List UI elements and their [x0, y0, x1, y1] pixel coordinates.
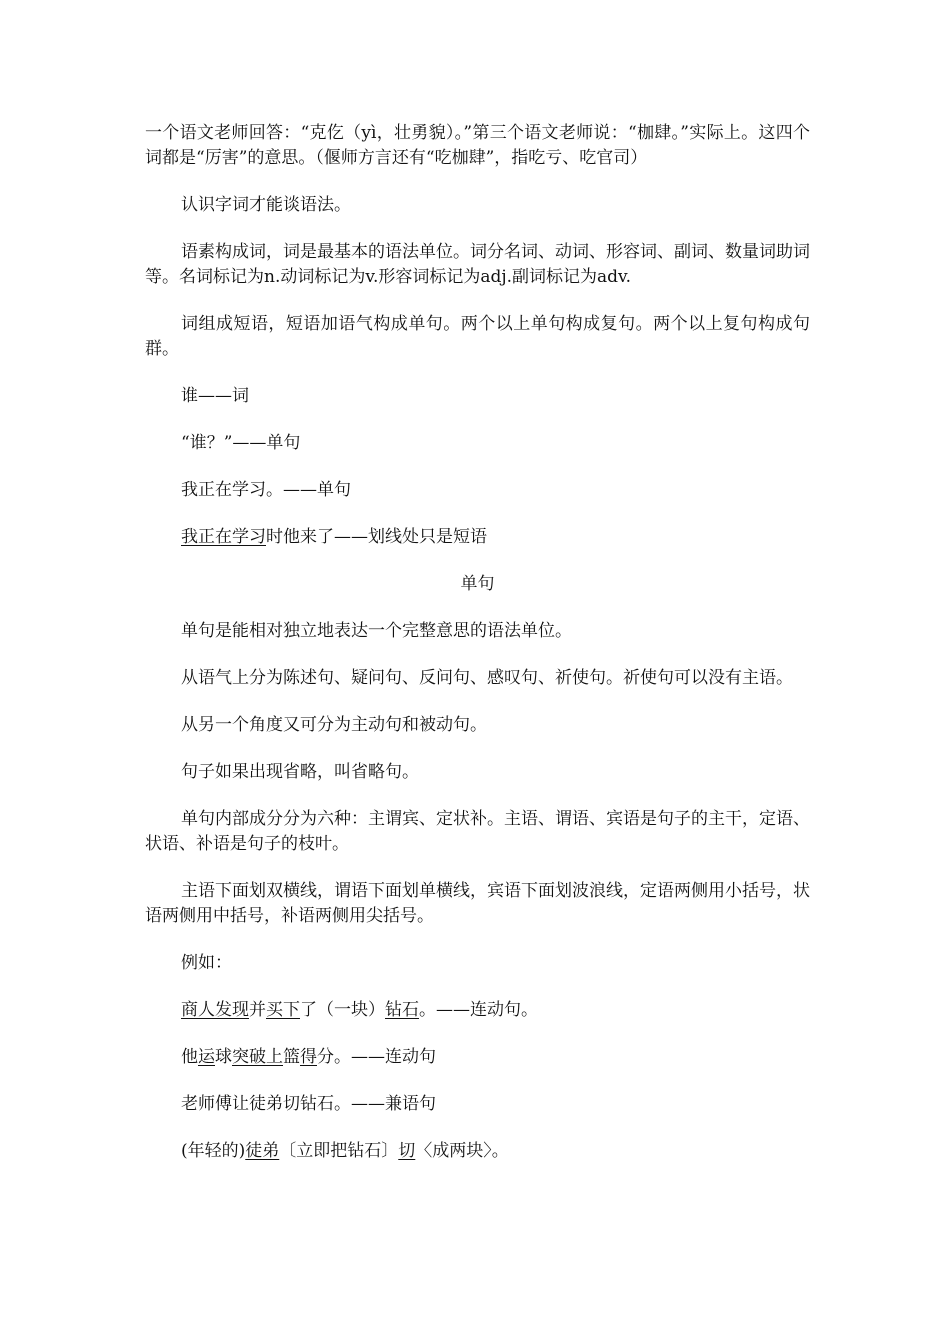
- phrase-note: 时他来了——划线处只是短语: [266, 527, 487, 547]
- paragraph-elliptical: 句子如果出现省略，叫省略句。: [181, 762, 419, 782]
- example-serial-verb-basketball: [145, 1045, 810, 1070]
- text-and: 并: [249, 1000, 266, 1020]
- example-pivotal-sentence: 老师傅让徒弟切钻石。——兼语句: [181, 1094, 436, 1114]
- object-diamond: 钻石: [385, 1000, 419, 1020]
- document-body: [145, 121, 810, 1186]
- attributive-young: (年轻的): [181, 1141, 246, 1161]
- paragraph-phrase-to-sentence: 词组成短语，短语加语气构成单句。两个以上单句构成复句。两个以上复句构成句群。: [145, 314, 810, 359]
- paragraph-for-example: 例如：: [181, 953, 232, 973]
- example-component-marking: [145, 1139, 810, 1164]
- object-ball: 球: [215, 1047, 232, 1067]
- predicate-buy: 买下: [266, 1000, 300, 1020]
- paragraph-six-components: 单句内部成分分为六种：主谓宾、定状补。主语、谓语、宾语是句子的主干，定语、状语、补语是句子的枝叶。: [145, 809, 810, 854]
- example-word: 谁——词: [181, 386, 249, 406]
- paragraph-words-first: 认识字词才能谈语法。: [181, 195, 351, 215]
- subject-apprentice: 徒弟: [245, 1141, 280, 1161]
- predicate-dribble: 运: [198, 1047, 215, 1067]
- paragraph-dialect-answers: 一个语文老师回答：“克仡（yì，壮勇貌）。”第三个语文老师说：“枷肆。”实际上。这四个词都是“厉害”的意思。（偃师方言还有“吃枷肆”，指吃亏、吃官司）: [145, 123, 810, 168]
- example-single-sentence-study: 我正在学习。——单句: [181, 480, 351, 500]
- attributive-one-piece: 了（一块）: [300, 1000, 385, 1020]
- paragraph-active-passive: 从另一个角度又可分为主动句和被动句。: [181, 715, 487, 735]
- underlined-phrase: 我正在学习: [181, 527, 266, 547]
- paragraph-mood-types: 从语气上分为陈述句、疑问句、反问句、感叹句、祈使句。祈使句可以没有主语。: [181, 668, 793, 688]
- section-heading-single-sentence: 单句: [460, 574, 495, 594]
- object-basket: 篮: [283, 1047, 300, 1067]
- subject-he: 他: [181, 1047, 198, 1067]
- example-single-sentence-question: “谁？”——单句: [181, 433, 301, 453]
- adverbial-immediately: 〔立即把钻石〕: [279, 1141, 399, 1161]
- complement-two-pieces: 〈成两块〉。: [415, 1141, 509, 1161]
- sentence-type-note: 分。——连动句: [317, 1047, 436, 1067]
- paragraph-word-classes: 语素构成词，词是最基本的语法单位。词分名词、动词、形容词、副词、数量词助词等。名词标记为n.动词标记为v.形容词标记为adj.副词标记为adv.: [145, 242, 810, 287]
- sentence-type-note: 。——连动句。: [419, 1000, 538, 1020]
- paragraph-marking-rules: 主语下面划双横线，谓语下面划单横线，宾语下面划波浪线，定语两侧用小括号，状语两侧用中括号，补语两侧用尖括号。: [145, 881, 810, 926]
- subject-merchant: 商人: [181, 1000, 215, 1020]
- example-serial-verb-merchant: [145, 998, 810, 1023]
- predicate-discover: 发现: [215, 1000, 249, 1020]
- predicate-score: 得: [300, 1047, 317, 1067]
- example-phrase-underlined: [145, 525, 810, 550]
- paragraph-definition: 单句是能相对独立地表达一个完整意思的语法单位。: [181, 621, 572, 641]
- predicate-cut: 切: [398, 1141, 416, 1161]
- predicate-break-through: 突破上: [232, 1047, 283, 1067]
